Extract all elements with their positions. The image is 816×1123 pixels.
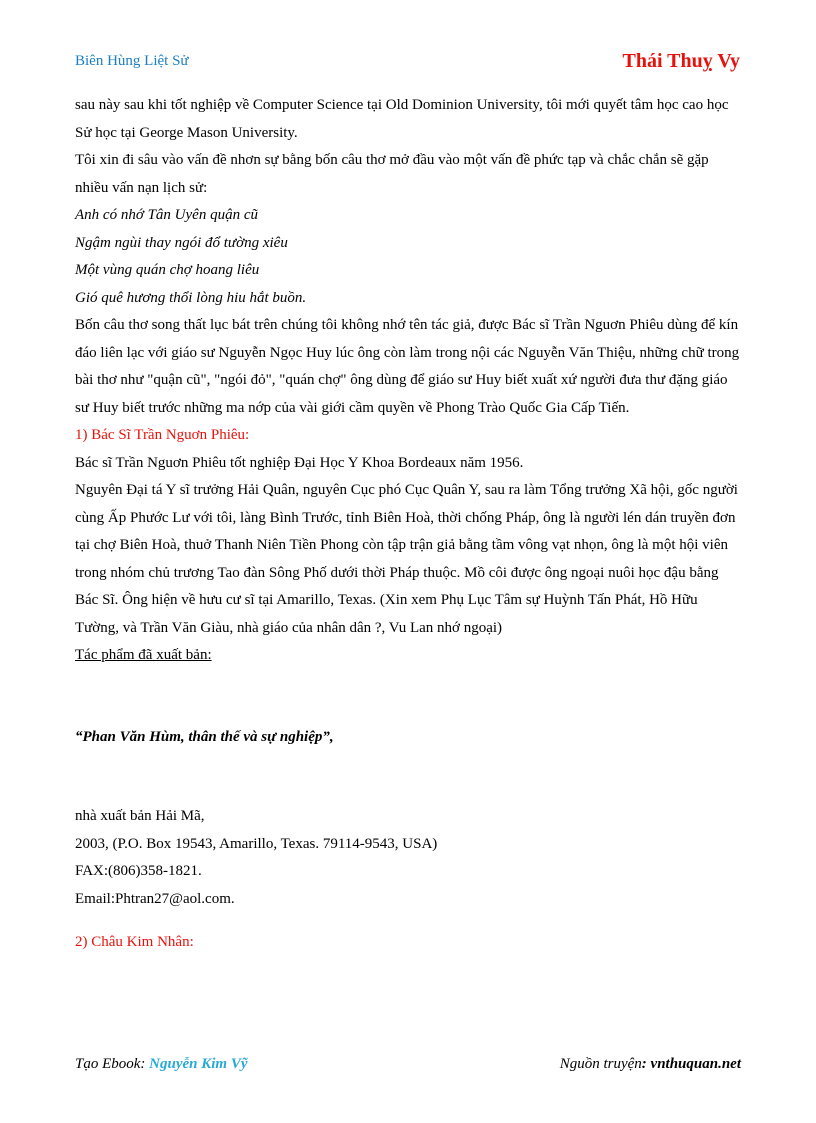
- page-footer: [75, 1056, 741, 1073]
- page-body: [75, 92, 743, 957]
- author-name: Thái Thuỵ Vy: [622, 50, 740, 72]
- source-credit: [560, 1056, 741, 1073]
- poem-line: Gió quê hương thổi lòng hiu hắt buồn.: [75, 289, 307, 306]
- poem-line: Anh có nhớ Tân Uyên quận cũ: [75, 207, 258, 223]
- works-heading: Tác phẩm đã xuất bản:: [75, 647, 212, 663]
- poem-line: Ngậm ngùi thay ngói đổ tường xiêu: [75, 234, 288, 251]
- paragraph: Tôi xin đi sâu vào vấn đề nhơn sự bằng bốn câu thơ mở đầu vào một vấn đề phức tạp và chắc chắn sẽ gặp nhiều vấn nạn lịch sử:: [75, 152, 709, 196]
- section-heading-1: 1) Bác Sĩ Trần Nguơn Phiêu:: [75, 427, 250, 443]
- paragraph: Bốn câu thơ song thất lục bát trên chúng tôi không nhớ tên tác giả, được Bác sĩ Trần Nguơn Phiêu dùng để kín đáo liên lạc với giáo sư Nguyễn Ngọc Huy lúc ông còn làm trong nội các Nguyễn Văn Thiệu, những chữ trong bài thơ như "quận cũ", "ngói đỏ", "quán chợ" ông dùng để giáo sư Huy biết xuất xứ người đưa thư đặng giáo sư Huy biết trước những ma nớp của vài giới cầm quyền về Phong Trào Quốc Gia Cấp Tiến.: [75, 317, 740, 416]
- ebook-creator: Nguyễn Kim Vỹ: [149, 1056, 248, 1072]
- work-title: “Phan Văn Hùm, thân thế và sự nghiệp”,: [75, 728, 334, 745]
- ebook-credit: [75, 1056, 248, 1073]
- source-site: vnthuquan.net: [650, 1056, 741, 1072]
- poem-line: Một vùng quán chợ hoang liêu: [75, 262, 260, 278]
- paragraph: Bác sĩ Trần Nguơn Phiêu tốt nghiệp Đại Học Y Khoa Bordeaux năm 1956.: [75, 454, 524, 471]
- section-heading-2: 2) Châu Kim Nhân:: [75, 934, 194, 950]
- book-title: Biên Hùng Liệt Sử: [75, 53, 189, 69]
- ebook-label: Tạo Ebook: [75, 1056, 141, 1072]
- paragraph: Nguyên Đại tá Y sĩ trưởng Hải Quân, nguyên Cục phó Cục Quân Y, sau ra làm Tổng trưởng Xã hội, gốc người cùng Ấp Phước Lư với tôi, làng Bình Trước, tỉnh Biên Hoà, thời chống Pháp, ông là người lén dán truyền đơn tại chợ Biên Hoà, thuở Thanh Niên Tiền Phong còn tập trận giả bằng tầm vông vạt nhọn, ông là một hội viên trong nhóm chủ trương Tao đàn Sông Phố dưới thời Pháp thuộc. Mồ côi được ông ngoại nuôi học đậu bằng Bác Sĩ. Ông hiện về hưu cư sĩ tại Amarillo, Texas. (Xin xem Phụ Lục Tâm sự Huỳnh Tấn Phát, Hồ Hữu Tường, và Trần Văn Giàu, nhà giáo của nhân dân ?, Vu Lan nhớ ngoại): [75, 482, 738, 636]
- ebook-separator: :: [140, 1056, 150, 1072]
- publication-line: nhà xuất bản Hải Mã,: [75, 808, 205, 824]
- publication-line: FAX:(806)358-1821.: [75, 863, 202, 879]
- publication-line: 2003, (P.O. Box 19543, Amarillo, Texas. 79114-9543, USA): [75, 835, 438, 852]
- paragraph: sau này sau khi tốt nghiệp về Computer Science tại Old Dominion University, tôi mới quyết tâm học cao học Sử học tại George Mason University.: [75, 97, 729, 141]
- source-separator: :: [641, 1056, 651, 1072]
- publication-line: Email:Phtran27@aol.com.: [75, 890, 235, 907]
- source-label: Nguồn truyện: [559, 1056, 642, 1072]
